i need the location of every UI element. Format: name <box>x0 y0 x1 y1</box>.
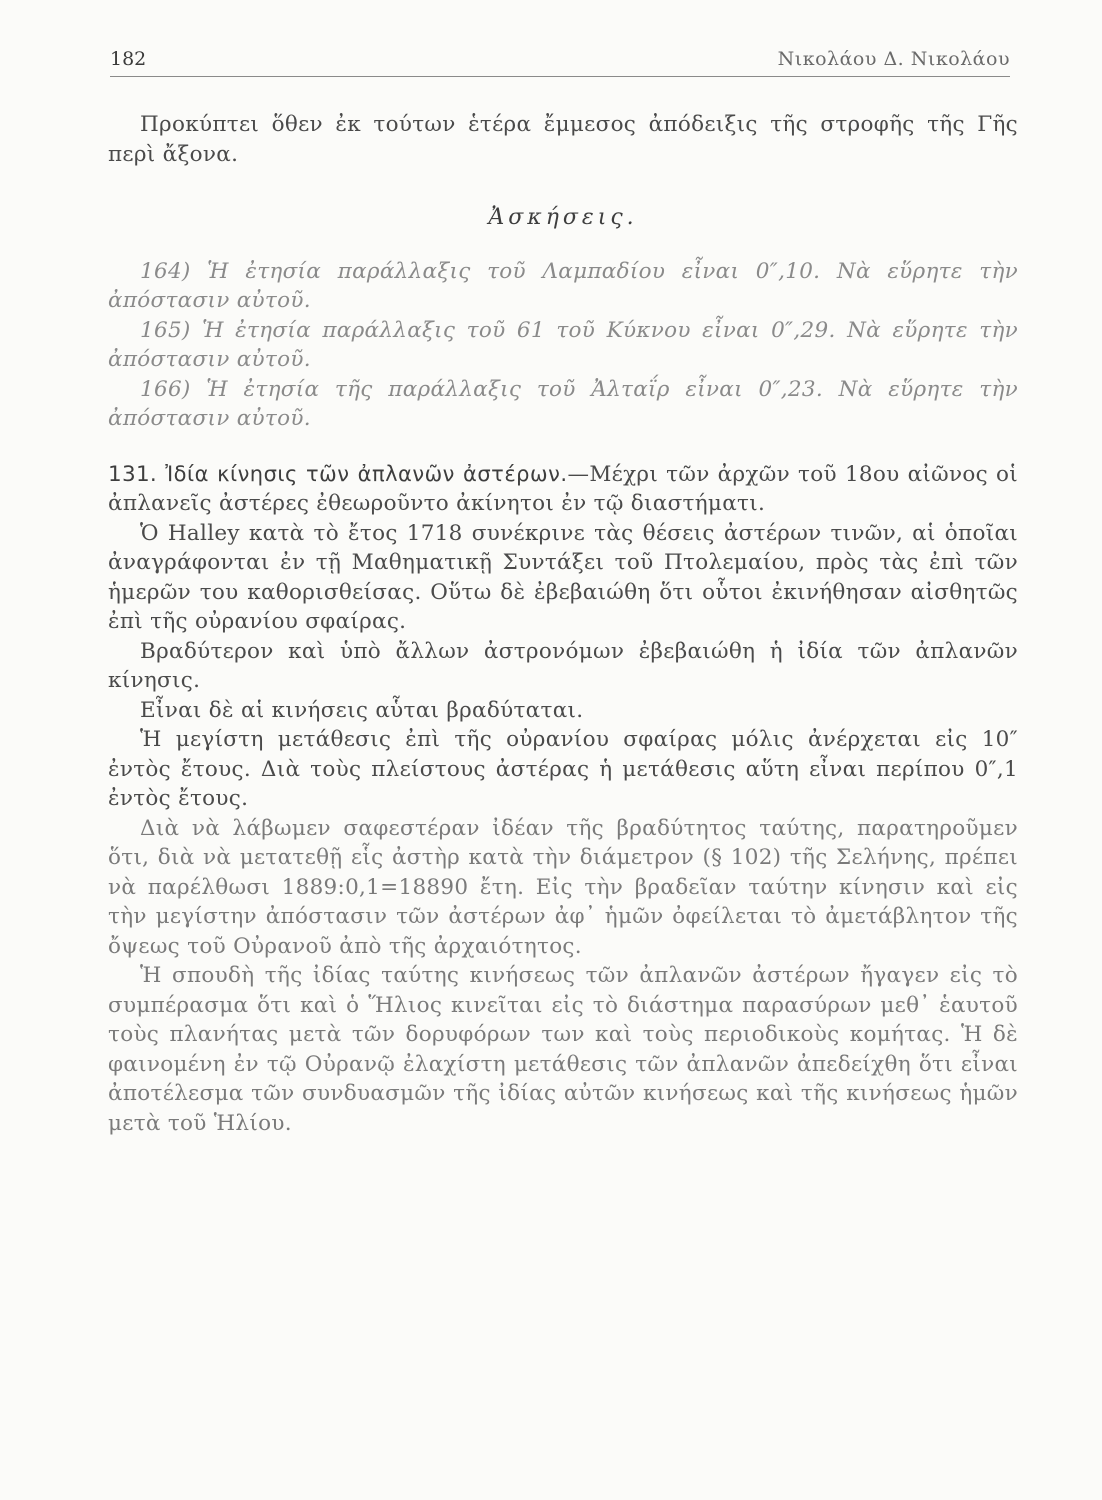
body-paragraph: Εἶναι δὲ αἱ κινήσεις αὗται βραδύταται. <box>140 697 584 723</box>
body-paragraph: Ἡ μεγίστη μετάθεσις ἐπὶ τῆς οὐρανίου σφαίρας μόλις ἀνέρχεται εἰς 10″ ἐντὸς ἔτους. Διὰ τοὺς πλείστους ἀστέρας ἡ μετάθεσις αὕτη εἶναι περίπου 0″,1 ἐντὸς ἔτους. <box>108 727 1018 811</box>
exercise-item: 164) Ἡ ἐτησία παράλλαξις τοῦ Λαμπαδίου εἶναι 0″,10. Νὰ εὕρητε τὴν ἀπόστασιν αὐτοῦ. <box>108 258 1018 313</box>
exercise-item: 165) Ἡ ἐτησία παράλλαξις τοῦ 61 τοῦ Κύκνου εἶναι 0″,29. Νὰ εὕρητε τὴν ἀπόστασιν αὐτοῦ. <box>108 317 1018 372</box>
article-paragraph <box>108 460 1018 519</box>
body-paragraph: Διὰ νὰ λάβωμεν σαφεστέραν ἰδέαν τῆς βραδύτητος ταύτης, παρατηροῦμεν ὅτι, διὰ νὰ μετατεθῇ εἷς ἀστὴρ κατὰ τὴν διάμετρον (§ 102) τῆς Σελήνης, πρέπει νὰ παρέλθωσι 1889:0,1=18890 ἔτη. Εἰς τὴν βραδεῖαν ταύτην κίνησιν καὶ εἰς τὴν μεγίστην ἀπόστασιν τῶν ἀστέρων ἀφ᾽ ἡμῶν ὀφείλεται τὸ ἀμετάβλητον τῆς ὄψεως τοῦ Οὐρανοῦ ἀπὸ τῆς ἀρχαιότητος. <box>108 815 1018 959</box>
section-heading: Ἀσκήσεις. <box>488 205 638 230</box>
body-paragraph: Ὁ Halley κατὰ τὸ ἔτος 1718 συνέκρινε τὰς θέσεις ἀστέρων τινῶν, αἱ ὁποῖαι ἀναγράφονται ἐν τῇ Μαθηματικῇ Συντάξει τοῦ Πτολεμαίου, πρὸς τὰς ἐπὶ τῶν ἡμερῶν του καθορισθείσας. Οὕτω δὲ ἐβεβαιώθη ὅτι οὗτοι ἐκινήθησαν αἰσθητῶς ἐπὶ τῆς οὐρανίου σφαίρας. <box>108 520 1018 634</box>
body-text <box>108 110 1018 1138</box>
body-paragraph: Ἡ σπουδὴ τῆς ἰδίας ταύτης κινήσεως τῶν ἀπλανῶν ἀστέρων ἤγαγεν εἰς τὸ συμπέρασμα ὅτι καὶ ὁ Ἥλιος κινεῖται εἰς τὸ διάστημα παρασύρων μεθ᾽ ἑαυτοῦ τοὺς πλανήτας μετὰ τῶν δορυφόρων των καὶ τοὺς περιοδικοὺς κομήτας. Ἡ δὲ φαινομένη ἐν τῷ Οὐρανῷ ἐλαχίστη μετάθεσις τῶν ἀπλανῶν ἀπεδείχθη ὅτι εἶναι ἀποτέλεσμα τῶν συνδυασμῶν τῆς ἰδίας αὐτῶν κινήσεως καὶ τῆς κινήσεως ἡμῶν μετὰ τοῦ Ἡλίου. <box>108 963 1018 1136</box>
article-lead: —Μέχρι τῶν ἀρχῶν τοῦ 18ου αἰῶνος οἱ ἀπλανεῖς ἀστέρες ἐθεωροῦντο ἀκίνητοι ἐν τῷ διαστήματι. <box>108 461 1019 516</box>
page-number: 182 <box>110 48 147 70</box>
running-head <box>110 40 1010 77</box>
header-author: Νικολάου Δ. Νικολάου <box>777 48 1010 70</box>
article-title: Ἰδία κίνησις τῶν ἀπλανῶν ἀστέρων. <box>165 461 568 486</box>
body-paragraph: Βραδύτερον καὶ ὑπὸ ἄλλων ἀστρονόμων ἐβεβαιώθη ἡ ἰδία τῶν ἀπλανῶν κίνησις. <box>108 638 1018 693</box>
intro-paragraph: Προκύπτει ὅθεν ἐκ τούτων ἑτέρα ἔμμεσος ἀπόδειξις τῆς στροφῆς τῆς Γῆς περὶ ἄξονα. <box>108 112 1018 167</box>
exercise-item: 166) Ἡ ἐτησία τῆς παράλλαξις τοῦ Ἀλταΐρ εἶναι 0″,23. Νὰ εὕρητε τὴν ἀπόστασιν αὐτοῦ. <box>108 376 1018 431</box>
article-number: 131. <box>108 461 158 487</box>
